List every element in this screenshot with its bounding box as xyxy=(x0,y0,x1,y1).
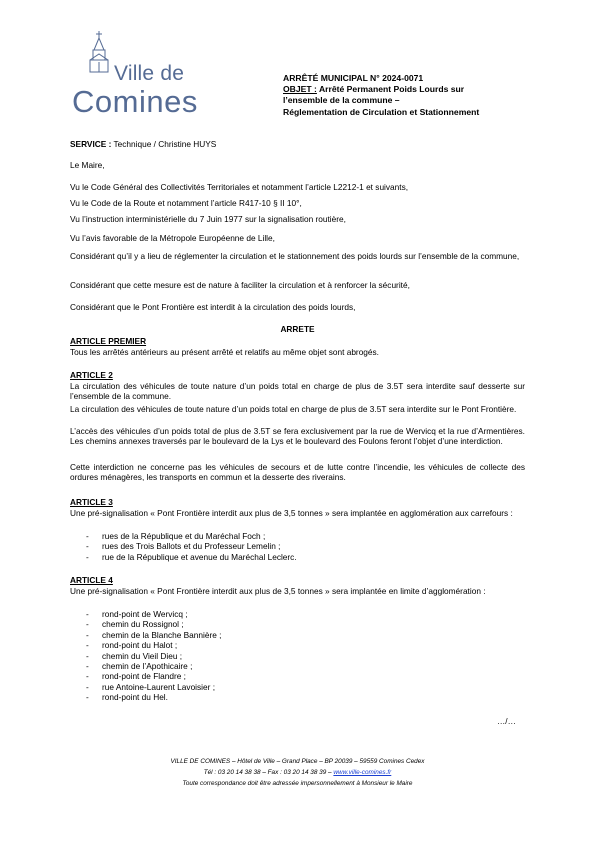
vu-2: Vu le Code de la Route et notamment l’article R417-10 § II 10°, xyxy=(70,198,302,208)
le-maire: Le Maire, xyxy=(70,160,105,170)
article-4-list xyxy=(86,609,221,703)
website-link[interactable]: www.ville-comines.fr xyxy=(333,769,392,776)
objet-line-3: Réglementation de Circulation et Stationnement xyxy=(283,106,480,117)
article-4-heading: ARTICLE 4 xyxy=(70,575,113,585)
footer-address: VILLE DE COMINES – Hôtel de Ville – Grand Place – BP 20039 – 59559 Comines Cedex xyxy=(170,758,425,765)
service-label: SERVICE : xyxy=(70,139,112,149)
arrete-number: ARRÊTÉ MUNICIPAL N° 2024-0071 xyxy=(283,73,424,83)
considerant-3: Considérant que le Pont Frontière est interdit à la circulation des poids lourds, xyxy=(70,302,356,312)
footer-phone-fax: Tél : 03 20 14 38 38 – Fax : 03 20 14 38 39 – xyxy=(203,769,334,776)
list-item: - rue Antoine-Laurent Lavoisier ; xyxy=(86,682,221,692)
article-4-text: Une pré-signalisation « Pont Frontière interdit aux plus de 3,5 tonnes » sera implantée en limite d’agglomération : xyxy=(70,586,486,596)
article-1-heading: ARTICLE PREMIER xyxy=(70,336,147,346)
logo-line-1: Ville de xyxy=(114,62,185,85)
list-item: - chemin de la Blanche Bannière ; xyxy=(86,630,221,640)
list-item: - chemin du Rossignol ; xyxy=(86,619,221,629)
vu-4: Vu l’avis favorable de la Métropole Européenne de Lille, xyxy=(70,233,275,243)
service-line xyxy=(70,139,216,149)
service-value: Technique / Christine HUYS xyxy=(111,139,217,149)
list-item: - rues des Trois Ballots et du Professeur Lemelin ; xyxy=(86,541,297,551)
list-item: - rue de la République et avenue du Maréchal Leclerc. xyxy=(86,552,297,562)
considerant-1: Considérant qu’il y a lieu de réglementer la circulation et le stationnement des poids lourds sur l’ensemble de la commune, xyxy=(70,251,520,261)
list-item: - rond-point du Hel. xyxy=(86,692,221,702)
list-item: - chemin du Vieil Dieu ; xyxy=(86,651,221,661)
article-2-p1: La circulation des véhicules de toute nature d’un poids total en charge de plus de 3.5T sera interdite sauf desserte sur l’ensemble de la commune. xyxy=(70,381,525,402)
list-item: - rond-point de Wervicq ; xyxy=(86,609,221,619)
footer xyxy=(70,756,525,789)
article-2-p3: L’accès des véhicules d’un poids total de plus de 3.5T se fera exclusivement par la rue de Wervicq et la rue d’Armentières. Les chemins annexes traversés par le boulevard de la Lys et le boulevard des Foulons feront l’objet d’une interdiction. xyxy=(70,426,525,447)
article-3-heading: ARTICLE 3 xyxy=(70,497,113,507)
arrete-title-block xyxy=(283,73,543,118)
logo-line-2: Comines xyxy=(72,84,198,119)
list-item: - rues de la République et du Maréchal Foch ; xyxy=(86,531,297,541)
arrete-heading: ARRETE xyxy=(280,324,315,334)
article-3-list xyxy=(86,531,297,562)
article-3-text: Une pré-signalisation « Pont Frontière interdit aux plus de 3,5 tonnes » sera implantée en agglomération aux carrefours : xyxy=(70,508,513,518)
list-item: - rond-point de Flandre ; xyxy=(86,671,221,681)
objet-line xyxy=(283,84,543,95)
footer-contact xyxy=(70,767,525,778)
article-2-p2: La circulation des véhicules de toute nature d’un poids total en charge de plus de 3.5T sera interdite sur le Pont Frontière. xyxy=(70,404,517,414)
article-1-text: Tous les arrêtés antérieurs au présent arrêté et relatifs au même objet sont abrogés. xyxy=(70,347,379,357)
objet-text: Arrêté Permanent Poids Lourds sur xyxy=(316,84,465,95)
ville-de-comines-logo xyxy=(68,30,198,119)
objet-label: OBJET : xyxy=(283,84,317,95)
list-item: - chemin de l’Apothicaire ; xyxy=(86,661,221,671)
vu-3: Vu l’instruction interministérielle du 7 Juin 1977 sur la signalisation routière, xyxy=(70,214,346,224)
objet-line-2: l’ensemble de la commune – xyxy=(283,95,400,106)
continuation-mark: …/… xyxy=(497,716,516,726)
church-tower-icon xyxy=(84,30,114,74)
article-2-p4: Cette interdiction ne concerne pas les véhicules de secours et de lutte contre l’incendie, les véhicules de collecte des ordures ménagères, les transports en commun et la desserte des riverains. xyxy=(70,462,525,483)
considerant-2: Considérant que cette mesure est de nature à faciliter la circulation et à renforcer la sécurité, xyxy=(70,280,410,290)
article-2-heading: ARTICLE 2 xyxy=(70,370,113,380)
list-item: - rond-point du Halot ; xyxy=(86,640,221,650)
vu-1: Vu le Code Général des Collectivités Territoriales et notamment l’article L2212-1 et suivants, xyxy=(70,182,409,192)
footer-correspondence-note: Toute correspondance doit être adressée impersonnellement à Monsieur le Maire xyxy=(182,780,413,787)
